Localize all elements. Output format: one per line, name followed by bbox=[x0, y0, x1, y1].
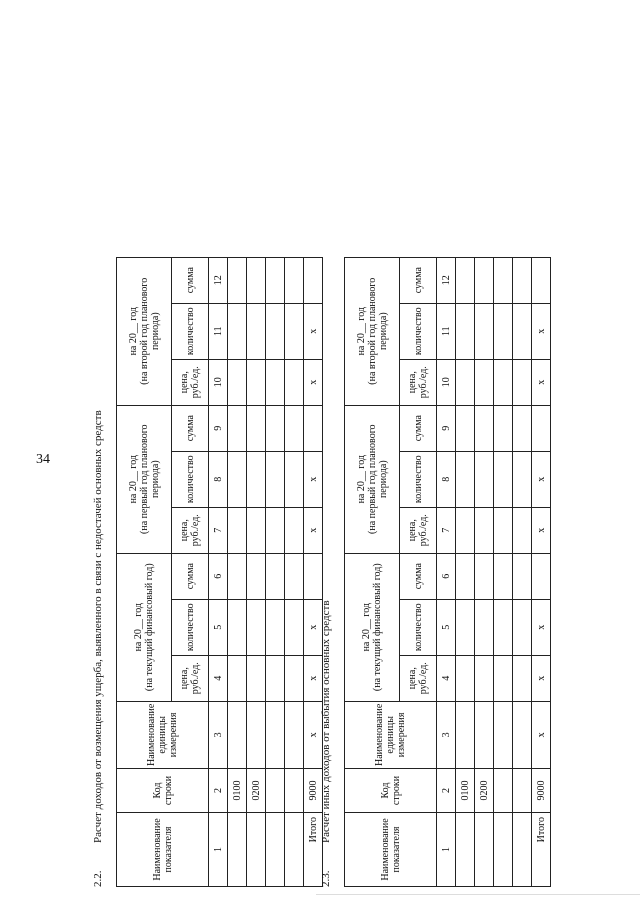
cell-value bbox=[266, 553, 285, 599]
header-period bbox=[345, 257, 400, 405]
total-cell: x bbox=[304, 655, 323, 701]
header-quantity: количество bbox=[172, 303, 209, 359]
table-row bbox=[456, 257, 475, 886]
cell-value bbox=[494, 655, 513, 701]
cell-value bbox=[285, 701, 304, 768]
cell-value bbox=[285, 655, 304, 701]
column-index: 3 bbox=[209, 701, 228, 768]
column-index: 2 bbox=[437, 769, 456, 813]
cell-value bbox=[228, 599, 247, 655]
cell-value bbox=[247, 507, 266, 553]
column-index: 4 bbox=[209, 655, 228, 701]
header-sum: сумма bbox=[172, 553, 209, 599]
header-quantity: количество bbox=[172, 599, 209, 655]
column-index: 8 bbox=[437, 451, 456, 507]
cell-value bbox=[513, 701, 532, 768]
cell-value bbox=[266, 405, 285, 451]
cell-value bbox=[456, 655, 475, 701]
damage-recovery-table bbox=[116, 257, 323, 887]
cell-value bbox=[494, 507, 513, 553]
cell-value bbox=[228, 507, 247, 553]
cell-value bbox=[513, 359, 532, 405]
cell-code: 0200 bbox=[247, 769, 266, 813]
header-row bbox=[345, 257, 400, 886]
cell-value bbox=[513, 507, 532, 553]
table-row bbox=[285, 257, 304, 886]
cell-indicator bbox=[266, 813, 285, 887]
total-cell: x bbox=[532, 507, 551, 553]
header-indicator: Наименование показателя bbox=[345, 813, 437, 887]
cell-value bbox=[494, 303, 513, 359]
total-cell: x bbox=[304, 701, 323, 768]
cell-value bbox=[475, 553, 494, 599]
period-desc: (на второй год планового периода) bbox=[138, 277, 161, 385]
column-index: 6 bbox=[209, 553, 228, 599]
column-index: 5 bbox=[209, 599, 228, 655]
total-cell bbox=[304, 553, 323, 599]
cell-value bbox=[456, 701, 475, 768]
cell-indicator bbox=[228, 813, 247, 887]
cell-value bbox=[285, 451, 304, 507]
header-price: цена, руб./ед. bbox=[172, 359, 209, 405]
period-year: на 20__ год bbox=[355, 306, 367, 356]
cell-value bbox=[228, 359, 247, 405]
bottom-rule bbox=[316, 894, 640, 895]
total-cell bbox=[304, 257, 323, 303]
table-row bbox=[266, 257, 285, 886]
cell-value bbox=[266, 359, 285, 405]
cell-indicator bbox=[456, 813, 475, 887]
column-index: 10 bbox=[437, 359, 456, 405]
column-index: 1 bbox=[437, 813, 456, 887]
cell-value bbox=[228, 303, 247, 359]
period-desc: (на второй год планового периода) bbox=[366, 277, 389, 385]
total-cell: x bbox=[532, 303, 551, 359]
cell-value bbox=[228, 257, 247, 303]
cell-value bbox=[247, 701, 266, 768]
cell-value bbox=[247, 303, 266, 359]
total-cell: x bbox=[532, 359, 551, 405]
cell-value bbox=[475, 303, 494, 359]
cell-code bbox=[494, 769, 513, 813]
header-sum: сумма bbox=[172, 405, 209, 451]
header-quantity: количество bbox=[400, 599, 437, 655]
cell-value bbox=[513, 451, 532, 507]
total-cell: x bbox=[304, 451, 323, 507]
section-title-text: Расчет иных доходов от выбытия основных средств bbox=[320, 600, 332, 843]
cell-value bbox=[228, 451, 247, 507]
total-cell: x bbox=[304, 303, 323, 359]
period-year: на 20__ год bbox=[127, 306, 139, 356]
table-row bbox=[228, 257, 247, 886]
header-row bbox=[117, 257, 172, 886]
cell-value bbox=[513, 257, 532, 303]
column-index: 4 bbox=[437, 655, 456, 701]
cell-value bbox=[247, 599, 266, 655]
cell-value bbox=[266, 701, 285, 768]
cell-code: 0100 bbox=[228, 769, 247, 813]
cell-value bbox=[266, 507, 285, 553]
cell-value bbox=[266, 655, 285, 701]
table-row bbox=[494, 257, 513, 886]
cell-value bbox=[228, 405, 247, 451]
header-price: цена, руб./ед. bbox=[400, 359, 437, 405]
cell-value bbox=[456, 359, 475, 405]
header-sum: сумма bbox=[172, 257, 209, 303]
cell-value bbox=[228, 553, 247, 599]
cell-value bbox=[285, 359, 304, 405]
cell-code bbox=[513, 769, 532, 813]
section-number: 2.3. bbox=[320, 870, 332, 887]
cell-value bbox=[247, 257, 266, 303]
total-cell bbox=[532, 257, 551, 303]
header-quantity: количество bbox=[400, 303, 437, 359]
total-cell: x bbox=[532, 655, 551, 701]
cell-value bbox=[513, 655, 532, 701]
period-desc: (на текущий финансовый год) bbox=[372, 563, 383, 692]
column-index: 7 bbox=[437, 507, 456, 553]
total-cell: x bbox=[532, 701, 551, 768]
cell-value bbox=[456, 257, 475, 303]
cell-value bbox=[228, 701, 247, 768]
column-index: 6 bbox=[437, 553, 456, 599]
cell-value bbox=[285, 553, 304, 599]
cell-value bbox=[247, 405, 266, 451]
cell-indicator bbox=[513, 813, 532, 887]
cell-code: 0200 bbox=[475, 769, 494, 813]
column-index: 5 bbox=[437, 599, 456, 655]
cell-indicator bbox=[285, 813, 304, 887]
table-row bbox=[247, 257, 266, 886]
period-year: на 20__ год bbox=[361, 602, 372, 652]
total-cell: x bbox=[532, 599, 551, 655]
cell-indicator bbox=[475, 813, 494, 887]
column-index: 7 bbox=[209, 507, 228, 553]
cell-value bbox=[247, 359, 266, 405]
cell-indicator bbox=[494, 813, 513, 887]
period-desc: (на текущий финансовый год) bbox=[144, 563, 155, 692]
total-cell: x bbox=[304, 507, 323, 553]
total-code: 9000 bbox=[304, 769, 323, 813]
header-code: Код строки bbox=[345, 769, 437, 813]
total-label: Итого bbox=[304, 813, 323, 887]
cell-value bbox=[513, 553, 532, 599]
cell-value bbox=[475, 701, 494, 768]
section-title-text: Расчет доходов от возмещения ущерба, выявленного в связи с недостачей основных средств bbox=[92, 410, 104, 843]
section-title bbox=[320, 600, 332, 887]
period-desc: (на первый год планового периода) bbox=[366, 424, 389, 534]
column-index: 2 bbox=[209, 769, 228, 813]
cell-value bbox=[494, 553, 513, 599]
cell-value bbox=[285, 303, 304, 359]
cell-value bbox=[475, 359, 494, 405]
cell-value bbox=[266, 303, 285, 359]
header-indicator: Наименование показателя bbox=[117, 813, 209, 887]
cell-value bbox=[247, 553, 266, 599]
column-index: 11 bbox=[437, 303, 456, 359]
table-row bbox=[475, 257, 494, 886]
header-unit: Наименование единицы измерения bbox=[345, 701, 437, 768]
period-year: на 20__ год bbox=[133, 602, 144, 652]
cell-value bbox=[247, 655, 266, 701]
cell-value bbox=[247, 451, 266, 507]
cell-code: 0100 bbox=[456, 769, 475, 813]
total-cell: x bbox=[304, 599, 323, 655]
cell-value bbox=[494, 701, 513, 768]
period-desc: (на первый год планового периода) bbox=[138, 424, 161, 534]
header-period bbox=[117, 257, 172, 405]
cell-value bbox=[494, 359, 513, 405]
header-period bbox=[117, 405, 172, 553]
cell-value bbox=[475, 507, 494, 553]
header-price: цена, руб./ед. bbox=[172, 507, 209, 553]
cell-value bbox=[494, 451, 513, 507]
column-index: 1 bbox=[209, 813, 228, 887]
page-number: 34 bbox=[36, 452, 50, 467]
cell-indicator bbox=[247, 813, 266, 887]
cell-value bbox=[513, 599, 532, 655]
total-label: Итого bbox=[532, 813, 551, 887]
total-cell bbox=[532, 553, 551, 599]
header-price: цена, руб./ед. bbox=[400, 507, 437, 553]
cell-value bbox=[456, 451, 475, 507]
column-index: 11 bbox=[209, 303, 228, 359]
header-price: цена, руб./ед. bbox=[172, 655, 209, 701]
column-index: 12 bbox=[209, 257, 228, 303]
column-index-row bbox=[209, 257, 228, 886]
cell-value bbox=[285, 257, 304, 303]
period-year: на 20__ год bbox=[355, 454, 367, 504]
header-period bbox=[345, 405, 400, 553]
cell-value bbox=[228, 655, 247, 701]
header-sum: сумма bbox=[400, 405, 437, 451]
cell-value bbox=[456, 599, 475, 655]
column-index: 8 bbox=[209, 451, 228, 507]
cell-value bbox=[475, 599, 494, 655]
cell-value bbox=[513, 303, 532, 359]
header-sum: сумма bbox=[400, 257, 437, 303]
cell-value bbox=[456, 303, 475, 359]
period-year: на 20__ год bbox=[127, 454, 139, 504]
cell-value bbox=[494, 257, 513, 303]
cell-code bbox=[285, 769, 304, 813]
column-index: 9 bbox=[437, 405, 456, 451]
cell-value bbox=[494, 599, 513, 655]
column-index: 9 bbox=[209, 405, 228, 451]
cell-value bbox=[475, 451, 494, 507]
header-price: цена, руб./ед. bbox=[400, 655, 437, 701]
cell-value bbox=[513, 405, 532, 451]
column-index: 12 bbox=[437, 257, 456, 303]
section-title bbox=[92, 410, 104, 887]
header-quantity: количество bbox=[400, 451, 437, 507]
cell-code bbox=[266, 769, 285, 813]
header-quantity: количество bbox=[172, 451, 209, 507]
table-row bbox=[513, 257, 532, 886]
header-unit: Наименование единицы измерения bbox=[117, 701, 209, 768]
total-cell bbox=[304, 405, 323, 451]
header-code: Код строки bbox=[117, 769, 209, 813]
other-disposal-income-table bbox=[344, 257, 551, 887]
cell-value bbox=[456, 507, 475, 553]
cell-value bbox=[266, 451, 285, 507]
total-cell: x bbox=[304, 359, 323, 405]
total-cell bbox=[532, 405, 551, 451]
cell-value bbox=[266, 257, 285, 303]
column-index-row bbox=[437, 257, 456, 886]
cell-value bbox=[475, 257, 494, 303]
cell-value bbox=[494, 405, 513, 451]
header-period bbox=[117, 553, 172, 701]
header-period bbox=[345, 553, 400, 701]
cell-value bbox=[285, 405, 304, 451]
cell-value bbox=[456, 553, 475, 599]
header-sum: сумма bbox=[400, 553, 437, 599]
column-index: 3 bbox=[437, 701, 456, 768]
total-row bbox=[532, 257, 551, 886]
cell-value bbox=[475, 655, 494, 701]
cell-value bbox=[285, 507, 304, 553]
cell-value bbox=[475, 405, 494, 451]
section-number: 2.2. bbox=[92, 870, 104, 887]
total-cell: x bbox=[532, 451, 551, 507]
cell-value bbox=[456, 405, 475, 451]
cell-value bbox=[285, 599, 304, 655]
column-index: 10 bbox=[209, 359, 228, 405]
cell-value bbox=[266, 599, 285, 655]
total-code: 9000 bbox=[532, 769, 551, 813]
